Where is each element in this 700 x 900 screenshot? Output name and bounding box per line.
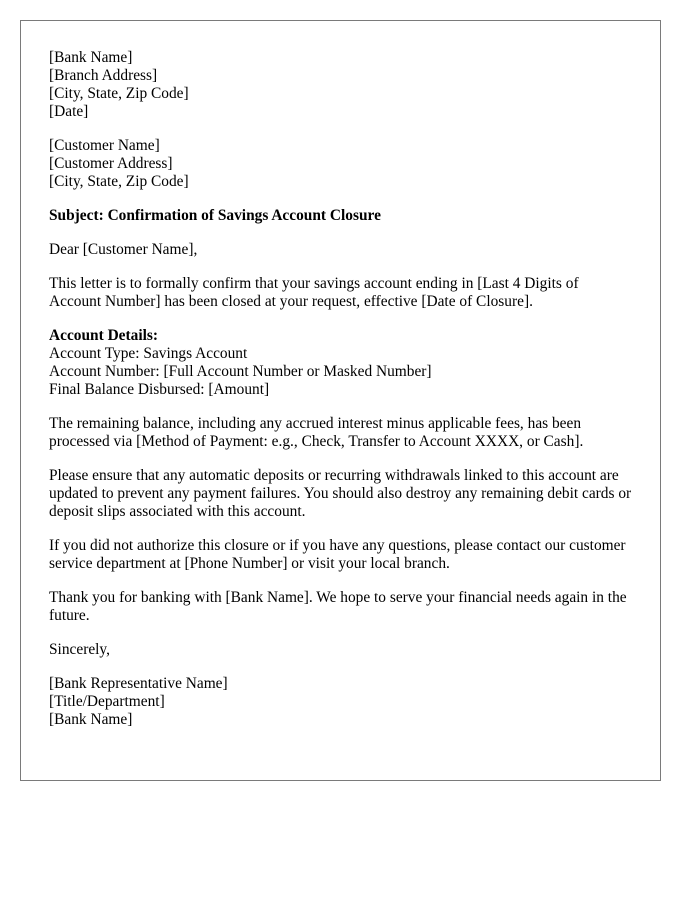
sender-city-state-zip: [City, State, Zip Code]: [49, 85, 189, 102]
balance-paragraph: The remaining balance, including any accrued interest minus applicable fees, has been processed via [Method of Payment: e.g., Check, Transfer to Account XXXX, or Cash].: [49, 415, 584, 450]
sender-address-block: [49, 49, 632, 121]
recipient-address: [Customer Address]: [49, 155, 173, 172]
salutation: Dear [Customer Name],: [49, 241, 198, 258]
final-balance: Final Balance Disbursed: [Amount]: [49, 381, 270, 398]
closing: Sincerely,: [49, 641, 110, 658]
representative-title: [Title/Department]: [49, 693, 165, 710]
signature-bank-name: [Bank Name]: [49, 711, 133, 728]
contact-paragraph: If you did not authorize this closure or if you have any questions, please contact our customer service department at [Phone Number] or visit your local branch.: [49, 537, 626, 572]
sender-bank-name: [Bank Name]: [49, 49, 133, 66]
letter-page: [20, 20, 661, 781]
account-details-block: [49, 327, 632, 399]
intro-paragraph: This letter is to formally confirm that your savings account ending in [Last 4 Digits of Account Number] has been closed at your request, effective [Date of Closure].: [49, 275, 579, 310]
recipient-name: [Customer Name]: [49, 137, 160, 154]
recipient-city-state-zip: [City, State, Zip Code]: [49, 173, 189, 190]
thanks-paragraph: Thank you for banking with [Bank Name]. We hope to serve your financial needs again in the future.: [49, 589, 627, 624]
subject-line: Subject: Confirmation of Savings Account Closure: [49, 207, 381, 224]
signature-block: [49, 675, 632, 729]
deposits-paragraph: Please ensure that any automatic deposits or recurring withdrawals linked to this account are updated to prevent any payment failures. You should also destroy any remaining debit cards or deposit slips associated with this account.: [49, 467, 632, 520]
recipient-address-block: [49, 137, 632, 191]
letter-date: [Date]: [49, 103, 89, 120]
account-number: Account Number: [Full Account Number or Masked Number]: [49, 363, 432, 380]
account-type: Account Type: Savings Account: [49, 345, 248, 362]
representative-name: [Bank Representative Name]: [49, 675, 228, 692]
sender-branch-address: [Branch Address]: [49, 67, 158, 84]
account-details-heading: Account Details:: [49, 327, 158, 344]
